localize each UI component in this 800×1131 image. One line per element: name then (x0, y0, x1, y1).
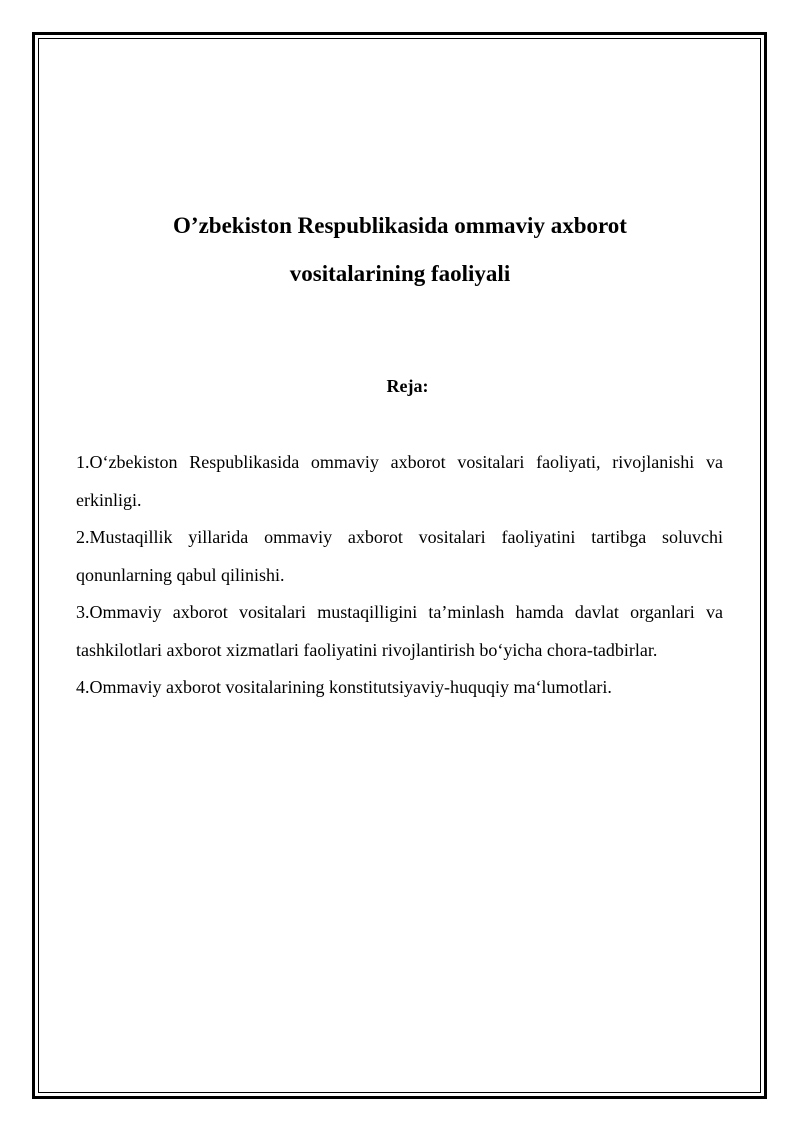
plan-list (76, 444, 723, 707)
plan-item-2: 2.Mustaqillik yillarida ommaviy axborot vositalari faoliyatini tartibga soluvchi qonunlarning qabul qilinishi. (76, 527, 723, 585)
plan-item-1: 1.O‘zbekiston Respublikasida ommaviy axborot vositalari faoliyati, rivojlanishi va erkinligi. (76, 452, 723, 510)
title-line-1: O’zbekiston Respublikasida ommaviy axborot (173, 213, 627, 238)
document-title (100, 202, 700, 298)
plan-item-4: 4.Ommaviy axborot vositalarining konstitutsiyaviy-huquqiy ma‘lumotlari. (76, 677, 612, 697)
title-line-2: vositalarining faoliyali (289, 261, 511, 286)
plan-heading: Reja: (386, 376, 429, 396)
plan-item-3: 3.Ommaviy axborot vositalari mustaqilligini ta’minlash hamda davlat organlari va tashkilotlari axborot xizmatlari faoliyatini rivojlantirish bo‘yicha chora-tadbirlar. (76, 602, 723, 660)
